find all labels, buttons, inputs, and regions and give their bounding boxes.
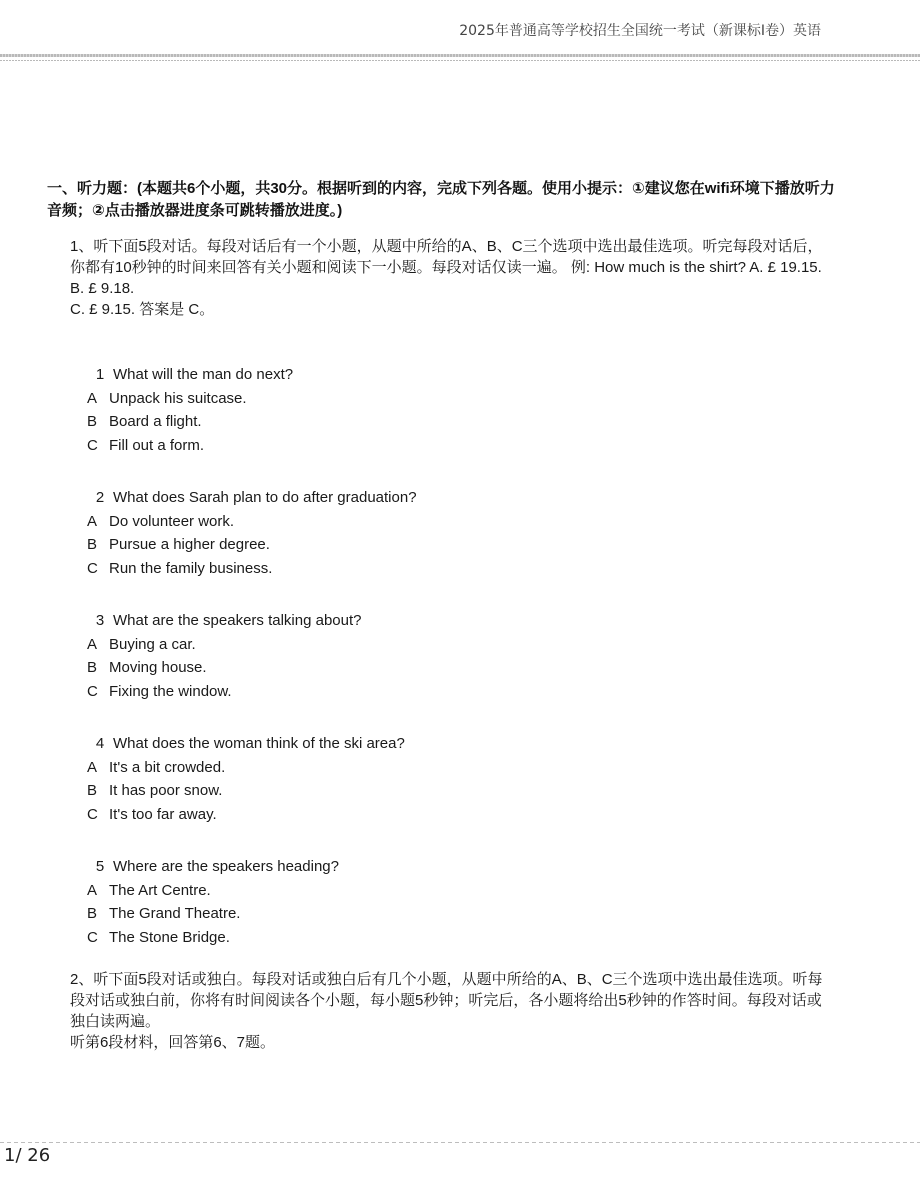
option-letter: A — [87, 512, 98, 530]
question-stem — [87, 609, 787, 633]
option-text: It's too far away. — [109, 806, 217, 824]
option-letter: C — [87, 437, 98, 455]
part1-intro — [70, 236, 830, 320]
option-c[interactable] — [87, 680, 787, 704]
option-text: The Grand Theatre. — [109, 905, 241, 923]
question-number: 3 — [95, 612, 105, 629]
option-letter: B — [87, 413, 98, 431]
option-b[interactable] — [87, 410, 787, 434]
option-letter: C — [87, 929, 98, 947]
option-text: It has poor snow. — [109, 782, 223, 800]
question-stem — [87, 363, 787, 387]
page-number: 1/ 26 — [4, 1145, 51, 1166]
option-c[interactable] — [87, 803, 787, 827]
header-divider-thin — [0, 60, 920, 61]
option-letter: B — [87, 536, 98, 554]
question-stem — [87, 486, 787, 510]
question-stem — [87, 732, 787, 756]
option-a[interactable] — [87, 510, 787, 534]
question-number: 2 — [95, 489, 105, 506]
part2-intro — [70, 969, 830, 1053]
option-letter: A — [87, 635, 98, 653]
question-text: What does Sarah plan to do after graduation? — [113, 489, 417, 506]
option-text: Board a flight. — [109, 413, 202, 431]
question-number: 1 — [95, 366, 105, 383]
option-letter: C — [87, 806, 98, 824]
question-text: What will the man do next? — [113, 366, 294, 383]
option-a[interactable] — [87, 633, 787, 657]
question-text: Where are the speakers heading? — [113, 858, 339, 875]
document-title: 2025年普通高等学校招生全国统一考试（新课标I卷）英语 — [459, 23, 821, 39]
option-text: Fill out a form. — [109, 437, 205, 455]
option-b[interactable] — [87, 656, 787, 680]
option-letter: B — [87, 782, 98, 800]
footer-divider — [0, 1142, 920, 1143]
option-letter: A — [87, 881, 98, 899]
option-letter: B — [87, 659, 98, 677]
header-divider — [0, 54, 920, 57]
option-letter: C — [87, 683, 98, 701]
option-text: Moving house. — [109, 659, 207, 677]
option-text: It's a bit crowded. — [109, 758, 226, 776]
question-number: 4 — [95, 735, 105, 752]
option-letter: B — [87, 905, 98, 923]
section-title: 一、听力题：(本题共6个小题，共30分。根据听到的内容，完成下列各题。使用小提示：①建议您在wifi环境下播放听力音频；②点击播放器进度条可跳转播放进度。) — [47, 180, 835, 219]
option-c[interactable] — [87, 557, 787, 581]
option-b[interactable] — [87, 533, 787, 557]
part2-intro-text: 2、听下面5段对话或独白。每段对话或独白后有几个小题，从题中所给的A、B、C三个选项中选出最佳选项。听每段对话或独白前，你将有时间阅读各个小题，每小题5秒钟；听完后，各小题将给出5秒钟的作答时间。每段对话或独白读两遍。 — [70, 971, 823, 1030]
option-text: Pursue a higher degree. — [109, 536, 270, 554]
option-text: Run the family business. — [109, 560, 273, 578]
option-a[interactable] — [87, 756, 787, 780]
question-stem — [87, 855, 787, 879]
option-letter: A — [87, 758, 98, 776]
option-letter: A — [87, 389, 98, 407]
question-5 — [87, 855, 787, 950]
option-b[interactable] — [87, 902, 787, 926]
question-text: What are the speakers talking about? — [113, 612, 362, 629]
part2-instruction: 听第6段材料，回答第6、7题。 — [70, 1034, 276, 1051]
option-c[interactable] — [87, 926, 787, 950]
part1-example-b: B. £ 9.18. — [70, 280, 135, 297]
question-3 — [87, 609, 787, 704]
option-b[interactable] — [87, 779, 787, 803]
option-text: Unpack his suitcase. — [109, 389, 247, 407]
part1-example-c: C. £ 9.15. 答案是 C。 — [70, 301, 215, 318]
option-text: Fixing the window. — [109, 683, 232, 701]
option-text: Do volunteer work. — [109, 512, 235, 530]
option-letter: C — [87, 560, 98, 578]
question-1 — [87, 363, 787, 458]
option-a[interactable] — [87, 879, 787, 903]
option-text: The Art Centre. — [109, 881, 211, 899]
part1-intro-text: 1、听下面5段对话。每段对话后有一个小题，从题中所给的A、B、C三个选项中选出最佳选项。听完每段对话后，你都有10秒钟的时间来回答有关小题和阅读下一小题。每段对话仅读一遍。 例: How much is the shirt? A. £ 19.15. — [70, 238, 823, 276]
option-a[interactable] — [87, 387, 787, 411]
option-c[interactable] — [87, 434, 787, 458]
question-4 — [87, 732, 787, 827]
question-number: 5 — [95, 858, 105, 875]
question-2 — [87, 486, 787, 581]
question-text: What does the woman think of the ski area? — [113, 735, 405, 752]
option-text: Buying a car. — [109, 635, 196, 653]
option-text: The Stone Bridge. — [109, 929, 230, 947]
